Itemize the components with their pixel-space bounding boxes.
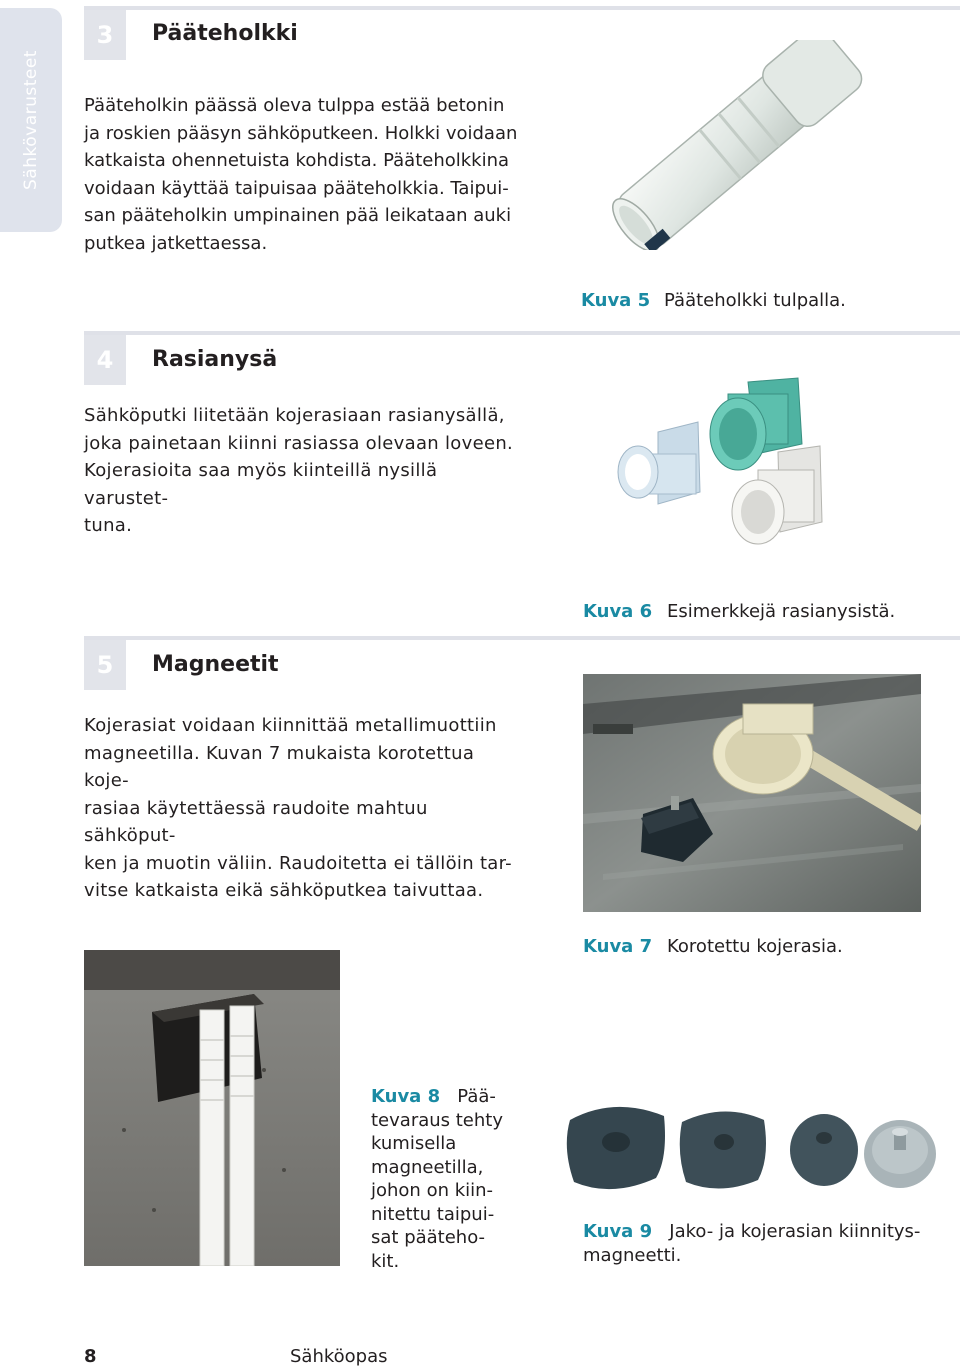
section-rule — [84, 6, 960, 10]
figure-5-label: Kuva 5 — [581, 290, 651, 311]
figure-7-caption: Korotettu kojerasia. — [667, 936, 843, 957]
figure-6-label: Kuva 6 — [583, 601, 653, 622]
figure-6-caption: Esimerkkejä rasianysistä. — [667, 601, 896, 622]
section-number: 5 — [84, 640, 126, 690]
side-tab — [0, 8, 62, 232]
figure-7-image — [583, 674, 921, 912]
page-number: 8 — [84, 1346, 97, 1367]
section-body: Kojerasiat voidaan kiinnittää metallimuottiin magneetilla. Kuvan 7 mukaista korotettua koje- rasiaa käytettäessä raudoite mahtuu sähköput- ken ja muotin väliin. Raudoitetta ei tällöin tar- vitse katkaista eikä sähköputkea taivuttaa. — [84, 715, 512, 901]
figure-5-image — [596, 40, 886, 250]
section-number: 4 — [84, 335, 126, 385]
section-body: Sähköputki liitetään kojerasiaan rasianysällä, joka painetaan kiinni rasiassa olevaan loveen. Kojerasioita saa myös kiinteillä nysillä varustet- tuna. — [84, 405, 514, 536]
footer-title: Sähköopas — [290, 1346, 388, 1367]
side-tab-label: Sähkövarusteet — [21, 50, 42, 190]
figure-9-image — [564, 1098, 948, 1198]
section-title: Magneetit — [152, 652, 279, 677]
figure-8-caption: Kuva 8 Pää- tevaraus tehty kumisella magneetilla, johon on kiin- nitettu taipui- sat pääteho- kit. — [371, 1086, 504, 1272]
figure-6-image — [608, 372, 848, 562]
figure-5-caption: Pääteholkki tulpalla. — [664, 290, 846, 311]
figure-7-label: Kuva 7 — [583, 936, 653, 957]
section-title: Pääteholkki — [152, 21, 298, 46]
section-body: Pääteholkin päässä oleva tulppa estää betonin ja roskien pääsyn sähköputkeen. Holkki voidaan katkaista ohennetuista kohdista. Pääteholkkina voidaan käyttää taipuisaa pääteholkkia. Taipui- san pääteholkin umpinainen pää leikataan auki putkea jatkettaessa. — [84, 95, 518, 254]
section-rule — [84, 636, 960, 640]
section-title: Rasianysä — [152, 347, 278, 372]
figure-8-image — [84, 950, 340, 1266]
figure-9-caption: Kuva 9 Jako- ja kojerasian kiinnitys- magneetti. — [583, 1221, 921, 1266]
section-rule — [84, 331, 960, 335]
section-number: 3 — [84, 10, 126, 60]
